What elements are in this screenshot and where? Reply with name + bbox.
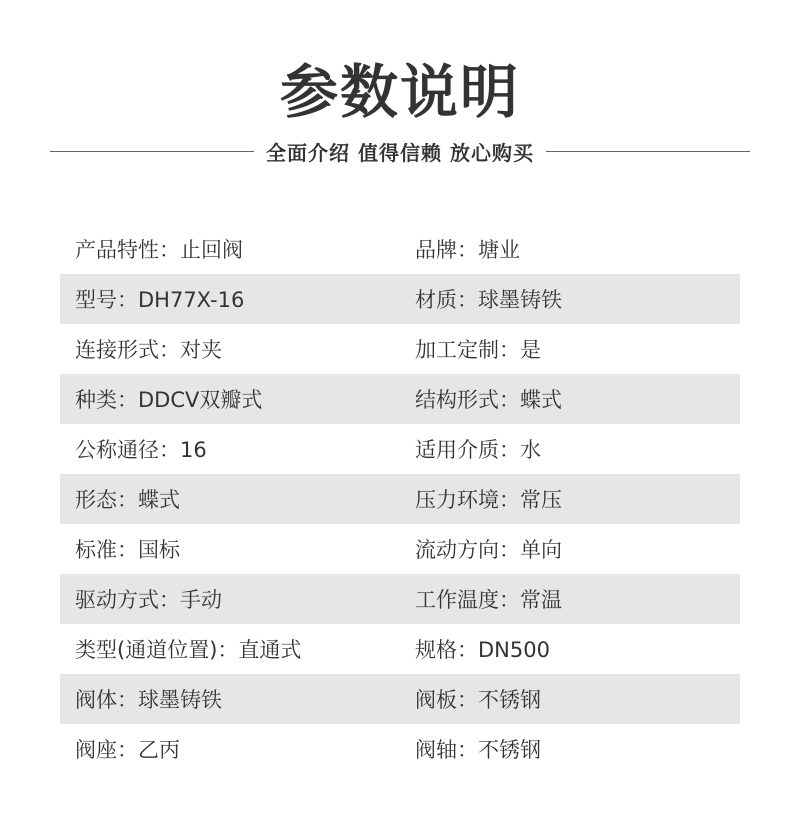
spec-table <box>60 224 740 774</box>
spec-item: 材质：球墨铸铁 <box>415 288 562 312</box>
page-title: 参数说明 <box>279 58 520 126</box>
spec-item: 形态：蝶式 <box>75 488 180 512</box>
spec-row <box>60 424 740 474</box>
spec-row <box>60 524 740 574</box>
spec-row <box>60 224 740 274</box>
spec-item: 适用介质：水 <box>415 438 541 462</box>
spec-item: 种类：DDCV双瓣式 <box>75 388 263 412</box>
left-divider <box>50 151 254 152</box>
spec-row <box>60 474 740 524</box>
spec-row <box>60 624 740 674</box>
spec-item: 连接形式：对夹 <box>75 338 222 362</box>
spec-item: 规格：DN500 <box>415 638 550 662</box>
subtitle-row <box>50 136 750 166</box>
spec-row <box>60 374 740 424</box>
spec-item: 品牌：塘业 <box>415 238 520 262</box>
spec-item: 流动方向：单向 <box>415 538 562 562</box>
spec-item: 阀座：乙丙 <box>75 738 180 762</box>
spec-row <box>60 674 740 724</box>
spec-item: 标准：国标 <box>75 538 180 562</box>
spec-row <box>60 274 740 324</box>
spec-item: 加工定制：是 <box>415 338 541 362</box>
right-divider <box>546 151 750 152</box>
spec-item: 产品特性：止回阀 <box>75 238 243 262</box>
page-subtitle: 全面介绍 值得信赖 放心购买 <box>266 140 534 165</box>
spec-row <box>60 324 740 374</box>
spec-item: 驱动方式：手动 <box>75 588 222 612</box>
spec-item: 阀板：不锈钢 <box>415 688 541 712</box>
spec-item: 公称通径：16 <box>75 438 207 462</box>
spec-item: 压力环境：常压 <box>415 488 562 512</box>
spec-row <box>60 724 740 774</box>
spec-item: 阀轴：不锈钢 <box>415 738 541 762</box>
spec-row <box>60 574 740 624</box>
spec-item: 类型(通道位置)：直通式 <box>75 638 302 662</box>
spec-item: 结构形式：蝶式 <box>415 388 562 412</box>
spec-item: 型号：DH77X-16 <box>75 288 245 312</box>
spec-item: 工作温度：常温 <box>415 588 562 612</box>
spec-item: 阀体：球墨铸铁 <box>75 688 222 712</box>
